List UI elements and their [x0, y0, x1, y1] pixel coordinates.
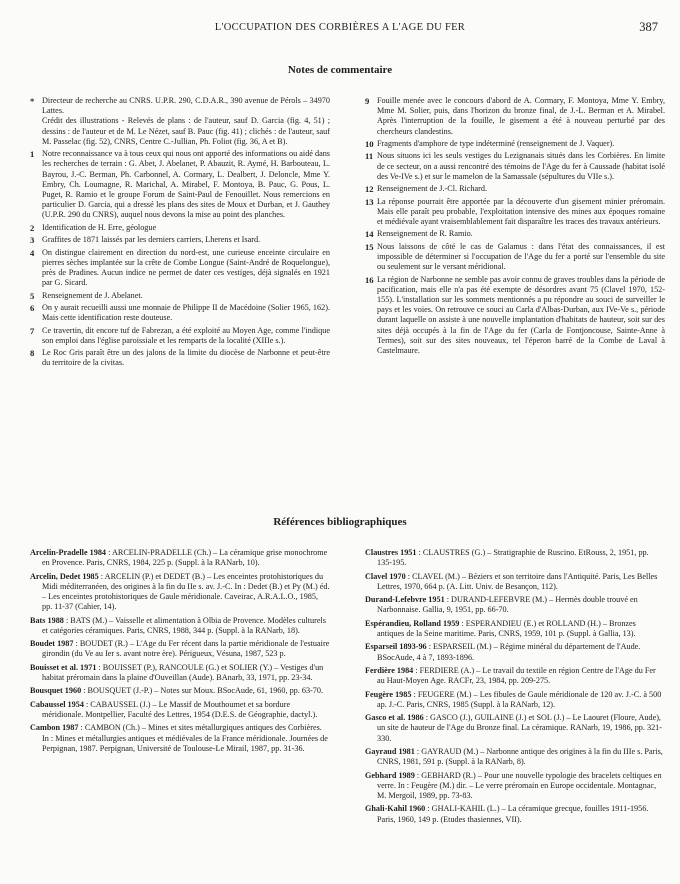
running-title: L'OCCUPATION DES CORBIÈRES A L'AGE DU FER — [214, 22, 466, 33]
reference-entry — [365, 619, 665, 639]
note-number: * — [30, 96, 35, 106]
note-item — [30, 149, 330, 220]
note-item — [30, 96, 330, 147]
note-text: Notre reconnaissance va à tous ceux qui nous ont apporté des informations ou aidé dans les recherches de terrain : G. Abet, J. Abelanet, P. Abauzit, R. Aymé, H. Barbouteau, L. Bayrou, J.-C. Berman, Ph. Carbonnel, A. Cormary, L. Dealbert, J. Deloncle, Mme Y. Embry, Ch. Loumagne, R. Marichal, A. Mirabel, F. Montoya, B. Pauc, G. Pous, L. Puget, R. Ramio et le groupe Forum de Saint-Paul de Fenouillet. Nous remercions en particulier D. Garcia, qui a dressé les plans des sites de Moux et Durban, et J. Gauthey (U.P.R. 290 du CNRS), auquel nous devons la mise au point des planches. — [42, 149, 330, 220]
note-item — [30, 326, 330, 346]
reference-key: Bats 1988 — [30, 615, 64, 625]
reference-text: : DURAND-LEFEBVRE (M.) – Hermès double trouvé en Narbonnaise. Gallia, 9, 1951, pp. 66-70. — [377, 595, 638, 615]
note-text: Crédit des illustrations - Relevés de plans : de l'auteur, sauf D. Garcia (fig. 4, 51) ; dessins : de l'auteur et de M. Le Nézet, sauf B. Pauc (fig. 41) ; clichés : de l'auteur, sauf M. Passelac (fig. 52), CNRS, Centre C.-Jullian, Ph. Foliot (fig. 36, A et B). — [42, 116, 330, 146]
note-number: 5 — [30, 290, 35, 301]
note-text: Renseignement de J.-Cl. Richard. — [377, 184, 488, 194]
note-text: Fouille menée avec le concours d'abord de A. Cormary, F. Montoya, Mme Y. Embry, Mme M. Solier, puis, dans l'horizon du bronze final, de J.-L. Berman et A. Mirabel. Après l'interruption de la fouille, le gisement a été à nouveau perturbé par des chercheurs clandestins. — [377, 96, 665, 136]
reference-entry — [365, 548, 665, 568]
reference-entry — [30, 686, 330, 696]
reference-entry — [30, 639, 330, 659]
note-number: 8 — [30, 348, 35, 359]
note-text: Le Roc Gris paraît être un des jalons de la limite du diocèse de Narbonne et peut-être du territoire de la civitas. — [42, 348, 330, 368]
reference-key: Arcelin-Pradelle 1984 — [30, 548, 107, 557]
reference-entry — [365, 690, 665, 710]
note-text: Renseignement de R. Ramio. — [377, 229, 473, 239]
note-number: 13 — [365, 196, 374, 207]
note-number: 3 — [30, 235, 35, 246]
reference-entry — [365, 595, 665, 615]
reference-text: : FERDIERE (A.) – Le travail du textile en région Centre de l'Age du Fer au Haut-Moyen Age. RACFr, 23, 1984, pp. 209-275. — [377, 665, 656, 686]
note-item — [365, 151, 665, 182]
note-number: 16 — [365, 274, 374, 285]
note-item — [365, 242, 665, 273]
reference-entry — [30, 548, 330, 568]
reference-text: : CABAUSSEL (J.) – Le Massif de Mouthoumet et sa bordure méridionale. Montpellier, Faculté des Lettres, 1954 (D.E.S. de Géographie, dactyl.). — [42, 699, 318, 719]
reference-entry — [30, 616, 330, 636]
reference-entry — [30, 572, 330, 613]
reference-text: : ARCELIN (P.) et DEDET (B.) – Les enceintes protohistoriques du Midi méditerranéen, des origines à la fin du IIe s. av. J.-C. In : Dedet (B.) et Py (M.) éd. – Les enceintes protohistoriques de Gaule méridionale. Caveirac, A.R.A.L.O., 1985, pp. 11-37 (Cahier, 14). — [42, 571, 330, 612]
reference-text: : ARCELIN-PRADELLE (Ch.) – La céramique grise monochrome en Provence. Paris, CNRS, 1984, 225 p. (Suppl. à la RANarb, 10). — [42, 548, 328, 568]
note-item — [365, 275, 665, 357]
note-number: 14 — [365, 229, 374, 240]
reference-key: Bouisset et al. 1971 — [30, 662, 97, 672]
reference-key: Bousquet 1960 — [30, 686, 82, 696]
note-text: Ce travertin, dit encore tuf de Fabrezan, a été exploité au Moyen Age, comme l'indique son emploi dans l'église paroissiale et les remparts de la localité (XIIIe s.). — [42, 325, 330, 345]
reference-key: Gebhard 1989 — [365, 770, 415, 780]
note-number: 11 — [365, 151, 374, 162]
reference-key: Esparseil 1893-96 — [365, 642, 427, 652]
note-text: On y aurait recueilli aussi une monnaie de Philippe II de Macédoine (Solier 1965, 162). Mais cette identification reste douteuse. — [42, 302, 330, 323]
reference-entry — [30, 723, 330, 754]
note-number: 2 — [30, 222, 35, 233]
note-item — [365, 229, 665, 239]
notes-title: Notes de commentaire — [287, 64, 393, 76]
note-text: La région de Narbonne ne semble pas avoir connu de graves troubles dans la période de pacification, mais elle n'a pas été exempte de désordres avant 75 (Clavel 1970, 152-155). L'installation sur les sommets mentionnés a pu répondre au souci de surveiller le pays et les voies. On retrouve ce souci au Carla d'Albas-Durban, aux IVe-Ve s., période durant laquelle on assiste à une nouvelle implantation d'habitats de hauteur, soit sur des sites déjà occupés à la fin de l'Age du fer (Carla de Fontjoncouse, Sainte-Anne à Termes), soit sur des sites nouveaux, tel l'éperon barré de la Combe de Laval à Castelmaure. — [377, 274, 665, 355]
reference-text: : BOUISSET (P.), RANCOULE (G.) et SOLIER (Y.) – Vestiges d'un habitat préromain dans la plaine d'Ouveillan (Aude). BAnarb, 33, 1971, pp. 23-34. — [42, 662, 324, 682]
note-text: Directeur de recherche au CNRS. U.P.R. 290, C.D.A.R., 390 avenue de Pérols – 34970 Lattes. — [42, 96, 330, 116]
note-text: Nous laissons de côté le cas de Galamus : dans l'état des connaissances, il est impossible de déterminer si l'occupation de l'Age du fer a porté sur l'ensemble du site ou seulement sur le versant méridional. — [377, 241, 665, 272]
notes-right-column — [365, 96, 665, 358]
reference-text: : GAYRAUD (M.) – Narbonne antique des origines à la fin du IIIe s. Paris, CNRS, 1981, 591 p. (Suppl. à la RANarb, 8). — [377, 746, 663, 767]
note-number: 7 — [30, 325, 35, 336]
reference-key: Ghali-Kahil 1960 — [365, 804, 426, 814]
reference-text: : CLAUSTRES (G.) – Stratigraphie de Ruscino. EtRouss, 2, 1951, pp. 135-195. — [377, 548, 649, 568]
reference-text: : BATS (M.) – Vaisselle et alimentation à Olbia de Provence. Modèles culturels et catégories céramiques. Paris, CNRS, 1988, 344 p. (Suppl. à la RANarb, 18). — [42, 615, 326, 635]
reference-key: Durand-Lefebvre 1951 — [365, 595, 445, 605]
reference-text: : GEBHARD (R.) – Pour une nouvelle typologie des bracelets celtiques en verre. In : Feugère (M.) dir. – Le verre préromain en Europe occidentale. Montagnac, M. Mergoil, 1989, pp. 73-83. — [377, 770, 662, 800]
note-item — [30, 303, 330, 323]
reference-entry — [365, 771, 665, 802]
reference-text: : GHALI-KAHIL (L.) – La céramique grecque, fouilles 1911-1956. Paris, 1960, 149 p. (Etudes thasiennes, VII). — [377, 804, 649, 824]
reference-key: Espérandieu, Rolland 1959 — [365, 618, 460, 628]
refs-right-column — [365, 548, 665, 828]
reference-entry — [365, 642, 665, 662]
refs-title: Références bibliographiques — [273, 516, 407, 528]
reference-entry — [365, 713, 665, 744]
note-number: 10 — [365, 139, 374, 149]
reference-key: Gayraud 1981 — [365, 746, 415, 756]
reference-text: : ESPARSEIL (M.) – Régime minéral du département de l'Aude. BSocAude, 4 à 7, 1893-1896. — [377, 642, 641, 662]
reference-text: : CAMBON (Ch.) – Mines et sites métallurgiques antiques des Corbières. In : Mines et métallurgies antiques et médiévales de la France méridionale. Journées de Perpignan, 1987. Perpignan, Université de Toulouse-Le Mirail, 1987, pp. 31-36. — [42, 723, 328, 753]
refs-left-column — [30, 548, 330, 757]
note-text: Nous situons ici les seuls vestiges du Lezignanais situés dans les Corbières. En limite de ce secteur, on a aussi rencontré des témoins de l'Age du fer à Caussade (habitat isolé des Ve-IVe s.) et sur le mamelon de la Samassale (sépultures du VIIe s.). — [377, 151, 665, 181]
reference-key: Ferdière 1984 — [365, 665, 414, 675]
note-text: La réponse pourrait être apportée par la découverte d'un gisement minier préromain. Mais elle paraît peu probable, l'exploitation intensive des mines aux époques romaine et médiévale ayant vraisemblablement fait disparaître les traces des travaux antérieurs. — [377, 196, 665, 226]
reference-key: Cabaussel 1954 — [30, 699, 84, 709]
note-item — [30, 348, 330, 368]
note-text: Graffites de 1871 laissés par les derniers carriers, Lherens et Isard. — [42, 235, 261, 245]
note-text: Identification de H. Erre, géologue — [42, 222, 157, 232]
note-number: 6 — [30, 302, 35, 313]
reference-key: Claustres 1951 — [365, 548, 417, 557]
note-number: 1 — [30, 149, 35, 160]
reference-key: Boudet 1987 — [30, 639, 74, 649]
note-text: Fragments d'amphore de type indéterminé (renseignement de J. Vaquer). — [377, 139, 615, 148]
reference-text: : ESPERANDIEU (E.) et ROLLAND (H.) – Bronzes antiques de la Seine maritime. Paris, CNRS, 1959, 101 p. (Suppl. à Gallia, 13). — [377, 618, 636, 638]
note-number: 12 — [365, 184, 374, 195]
reference-text: : BOUSQUET (J.-P.) – Notes sur Moux. BSocAude, 61, 1960, pp. 63-70. — [81, 686, 324, 696]
reference-key: Gasco et al. 1986 — [365, 713, 424, 723]
reference-entry — [30, 663, 330, 683]
reference-text: : FEUGERE (M.) – Les fibules de Gaule méridionale de 120 av. J.-C. à 500 ap. J.-C. Paris, CNRS, 1985 (Suppl. à la RANarb, 12). — [377, 689, 662, 709]
note-number: 9 — [365, 96, 370, 106]
reference-key: Arcelin, Dedet 1985 — [30, 571, 99, 581]
reference-text: : GASCO (J.), GUILAINE (J.) et SOL (J.) – Le Laouret (Floure, Aude), un site de hauteur de l'Age du Bronze final. La céramique. RANarb, 19, 1986, pp. 321-330. — [377, 713, 662, 743]
note-item — [365, 197, 665, 228]
note-item — [30, 248, 330, 289]
reference-text: : CLAVEL (M.) – Béziers et son territoire dans l'Antiquité. Paris, Les Belles Lettres, 1970, 664 p. (A. Litt. Univ. de Besançon, 112). — [377, 571, 658, 591]
notes-left-column — [30, 96, 330, 371]
note-text: Renseignement de J. Abelanet. — [42, 290, 143, 300]
reference-text: : BOUDET (R.) – L'Age du Fer récent dans la partie méridionale de l'estuaire girondin (du Ve au Ier s. avant notre ère). Périgueux, Vésuna, 1987, 523 p. — [42, 639, 330, 659]
reference-key: Clavel 1970 — [365, 571, 406, 581]
note-item — [30, 235, 330, 245]
note-item — [30, 223, 330, 233]
note-number: 4 — [30, 247, 35, 258]
reference-key: Feugère 1985 — [365, 689, 412, 699]
page-number: 387 — [639, 20, 658, 34]
note-item — [30, 291, 330, 301]
reference-entry — [30, 700, 330, 720]
reference-key: Cambon 1987 — [30, 723, 79, 733]
reference-entry — [365, 572, 665, 592]
note-item — [365, 96, 665, 137]
note-text: On distingue clairement en direction du nord-est, une curieuse enceinte circulaire en pierres sèches implantée sur la crête de Combe Longue (Saint-André de Roquelongue), près de Pradines. Aucun indice ne permet de dater ces vestiges, déjà signalés en 1921 par G. Sicard. — [42, 247, 330, 288]
reference-entry — [365, 804, 665, 824]
note-item — [365, 184, 665, 194]
note-number: 15 — [365, 241, 374, 252]
reference-entry — [365, 666, 665, 686]
note-item — [365, 139, 665, 149]
reference-entry — [365, 747, 665, 767]
